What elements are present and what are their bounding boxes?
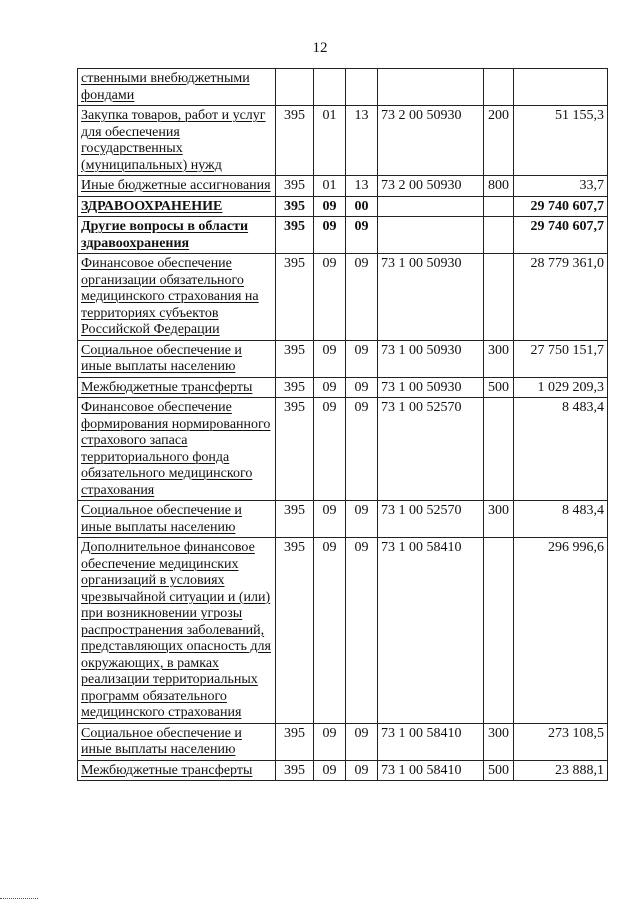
target-article-cell: 73 2 00 50930 [378, 176, 484, 197]
amount-cell: 8 483,4 [514, 501, 608, 538]
target-article-cell: 73 2 00 50930 [378, 106, 484, 176]
subsection-code-cell: 09 [346, 398, 378, 501]
item-name-text: Финансовое обеспечение формирования нормированного страхового запаса территориального фонда обязательного медицинского страхования [81, 400, 271, 498]
subsection-code-cell: 00 [346, 196, 378, 217]
target-article-cell: 73 1 00 58410 [378, 538, 484, 724]
scan-edge-mark [0, 898, 38, 899]
section-code-cell: 09 [314, 723, 346, 760]
ministry-code-cell: 395 [276, 254, 314, 341]
item-name-text: Дополнительное финансовое обеспечение медицинских организаций в условиях чрезвычайной ситуации и (или) при возникновении угрозы распространения заболеваний, представляющих опасность для окружающих, в рамках реализации территориальных программ обязательного медицинского страхования [81, 540, 271, 720]
table-row [78, 176, 608, 197]
section-code-cell: 09 [314, 340, 346, 377]
subsection-code-cell: 09 [346, 340, 378, 377]
ministry-code-cell: 395 [276, 106, 314, 176]
target-article-cell: 73 1 00 58410 [378, 723, 484, 760]
expense-type-cell: 300 [484, 723, 514, 760]
subsection-code-cell: 09 [346, 254, 378, 341]
subsection-code-cell: 09 [346, 377, 378, 398]
table-row [78, 106, 608, 176]
target-article-cell: 73 1 00 58410 [378, 760, 484, 781]
target-article-cell [378, 69, 484, 106]
expense-type-cell [484, 217, 514, 254]
item-name-cell [78, 254, 276, 341]
item-name-text: Иные бюджетные ассигнования [81, 178, 271, 193]
expense-type-cell [484, 254, 514, 341]
expense-type-cell [484, 69, 514, 106]
section-code-cell: 09 [314, 196, 346, 217]
item-name-cell [78, 176, 276, 197]
subsection-code-cell: 09 [346, 538, 378, 724]
table-row [78, 69, 608, 106]
amount-cell: 29 740 607,7 [514, 196, 608, 217]
table-row [78, 398, 608, 501]
target-article-cell: 73 1 00 50930 [378, 254, 484, 341]
item-name-cell [78, 398, 276, 501]
section-code-cell: 09 [314, 217, 346, 254]
item-name-text: Межбюджетные трансферты [81, 379, 253, 395]
amount-cell: 1 029 209,3 [514, 377, 608, 398]
item-name-cell [78, 501, 276, 538]
amount-cell: 28 779 361,0 [514, 254, 608, 341]
item-name-cell [78, 377, 276, 398]
expense-type-cell: 200 [484, 106, 514, 176]
section-code-cell [314, 69, 346, 106]
subsection-code-cell [346, 69, 378, 106]
section-code-cell: 09 [314, 398, 346, 501]
subsection-code-cell: 09 [346, 501, 378, 538]
item-name-text: ственными внебюджетными фондами [81, 71, 250, 103]
subsection-code-cell: 09 [346, 723, 378, 760]
amount-cell: 273 108,5 [514, 723, 608, 760]
target-article-cell: 73 1 00 50930 [378, 377, 484, 398]
item-name-text: Закупка товаров, работ и услуг для обеспечения государственных (муниципальных) нужд [81, 108, 266, 173]
item-name-cell [78, 340, 276, 377]
page-number: 12 [312, 40, 328, 56]
ministry-code-cell: 395 [276, 340, 314, 377]
item-name-text: Социальное обеспечение и иные выплаты населению [81, 342, 242, 374]
expense-type-cell: 300 [484, 501, 514, 538]
table-row [78, 501, 608, 538]
amount-cell: 27 750 151,7 [514, 340, 608, 377]
table-row [78, 254, 608, 341]
item-name-cell [78, 217, 276, 254]
subsection-code-cell: 09 [346, 760, 378, 781]
amount-cell: 51 155,3 [514, 106, 608, 176]
item-name-text: Социальное обеспечение и иные выплаты населению [81, 725, 242, 757]
ministry-code-cell: 395 [276, 176, 314, 197]
amount-cell: 29 740 607,7 [514, 217, 608, 254]
table-row [78, 340, 608, 377]
target-article-cell [378, 196, 484, 217]
expense-type-cell [484, 538, 514, 724]
item-name-cell [78, 69, 276, 106]
section-code-cell: 09 [314, 501, 346, 538]
ministry-code-cell: 395 [276, 538, 314, 724]
ministry-code-cell: 395 [276, 501, 314, 538]
target-article-cell: 73 1 00 50930 [378, 340, 484, 377]
table-row [78, 760, 608, 781]
ministry-code-cell: 395 [276, 377, 314, 398]
expense-type-cell: 500 [484, 377, 514, 398]
expense-type-cell [484, 398, 514, 501]
item-name-text: Финансовое обеспечение организации обязательного медицинского страхования на территориях субъектов Российской Федерации [81, 256, 259, 337]
item-name-text: ЗДРАВООХРАНЕНИЕ [81, 198, 223, 214]
table-row [78, 217, 608, 254]
ministry-code-cell: 395 [276, 196, 314, 217]
subsection-code-cell: 09 [346, 217, 378, 254]
expense-type-cell: 800 [484, 176, 514, 197]
table-row [78, 538, 608, 724]
target-article-cell: 73 1 00 52570 [378, 398, 484, 501]
table-row [78, 377, 608, 398]
amount-cell: 296 996,6 [514, 538, 608, 724]
section-code-cell: 09 [314, 254, 346, 341]
item-name-text: Межбюджетные трансферты [81, 762, 253, 778]
amount-cell: 33,7 [514, 176, 608, 197]
subsection-code-cell: 13 [346, 176, 378, 197]
amount-cell [514, 69, 608, 106]
expense-type-cell: 300 [484, 340, 514, 377]
section-code-cell: 09 [314, 377, 346, 398]
amount-cell: 23 888,1 [514, 760, 608, 781]
item-name-cell [78, 760, 276, 781]
expense-type-cell [484, 196, 514, 217]
item-name-text: Социальное обеспечение и иные выплаты населению [81, 503, 242, 535]
section-code-cell: 01 [314, 106, 346, 176]
ministry-code-cell: 395 [276, 217, 314, 254]
item-name-cell [78, 538, 276, 724]
table-row [78, 196, 608, 217]
section-code-cell: 09 [314, 538, 346, 724]
amount-cell: 8 483,4 [514, 398, 608, 501]
budget-table [77, 68, 608, 781]
section-code-cell: 09 [314, 760, 346, 781]
ministry-code-cell: 395 [276, 760, 314, 781]
item-name-cell [78, 196, 276, 217]
table-row [78, 723, 608, 760]
item-name-cell [78, 106, 276, 176]
section-code-cell: 01 [314, 176, 346, 197]
subsection-code-cell: 13 [346, 106, 378, 176]
table-body [78, 69, 608, 781]
target-article-cell [378, 217, 484, 254]
expense-type-cell: 500 [484, 760, 514, 781]
ministry-code-cell: 395 [276, 723, 314, 760]
ministry-code-cell [276, 69, 314, 106]
item-name-cell [78, 723, 276, 760]
ministry-code-cell: 395 [276, 398, 314, 501]
item-name-text: Другие вопросы в области здравоохранения [81, 219, 249, 251]
target-article-cell: 73 1 00 52570 [378, 501, 484, 538]
